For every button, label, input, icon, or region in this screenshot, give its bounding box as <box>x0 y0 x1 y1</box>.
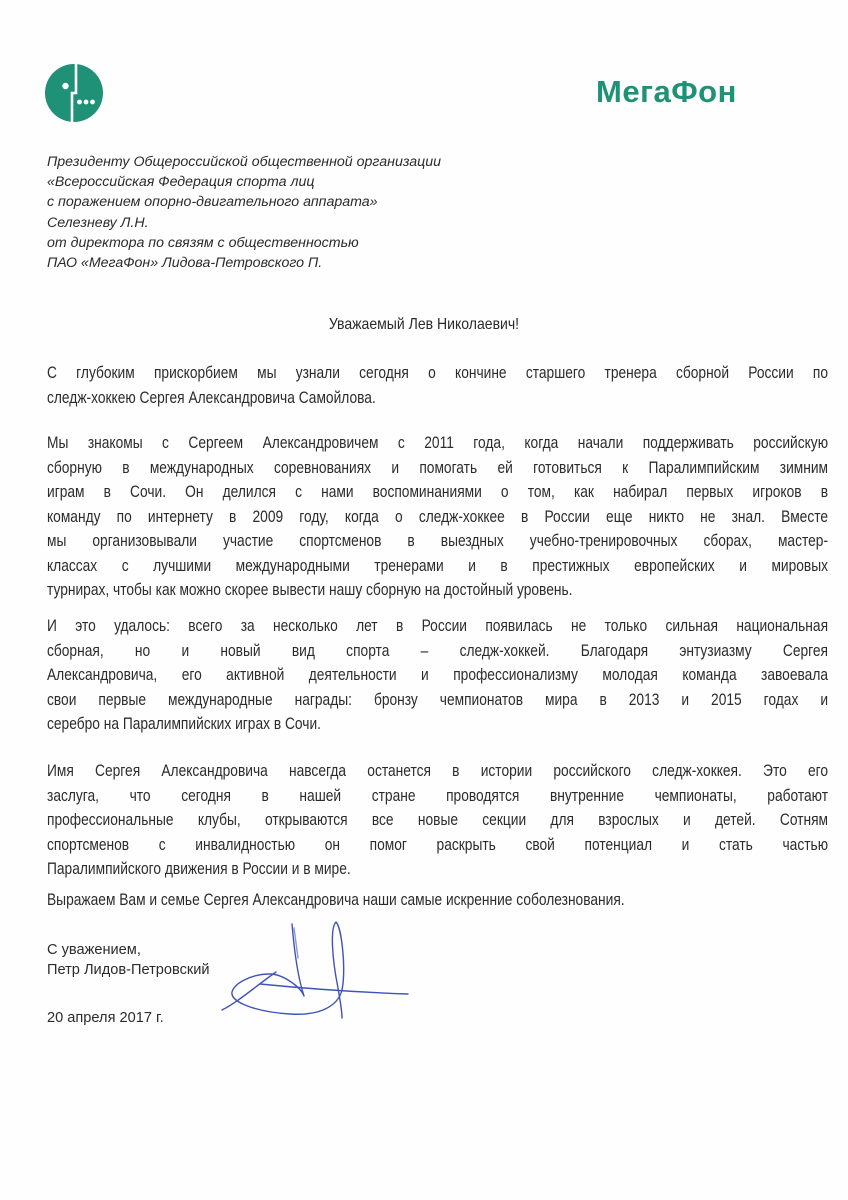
paragraph-line: играм в Сочи. Он делился с нами воспоминаниями о том, как набирал первых игроков в <box>47 482 829 501</box>
paragraph-line: профессиональные клубы, открываются все новые секции для взрослых и детей. Сотням <box>47 810 829 829</box>
paragraph-line: Александровича, его активной деятельности и профессионализму молодая команда завоевала <box>47 665 829 684</box>
paragraph-line: Мы знакомы с Сергеем Александровичем с 2011 года, когда начали поддерживать российскую <box>47 433 829 452</box>
paragraph-line: Выражаем Вам и семье Сергея Александровича наши самые искренние соболезнования. <box>47 890 625 909</box>
addressee-line: ПАО «МегаФон» Лидова-Петровского П. <box>47 255 323 272</box>
paragraph-line: серебро на Паралимпийских играх в Сочи. <box>47 714 321 733</box>
paragraph-line: следж-хоккею Сергея Александровича Самойлова. <box>47 387 376 407</box>
paragraph-line: свои первые международные награды: бронзу чемпионатов мира в 2013 и 2015 годах и <box>47 689 829 709</box>
paragraph-line: турнирах, чтобы как можно скорее вывести нашу сборную на достойный уровень. <box>47 580 573 599</box>
addressee-line: Селезневу Л.Н. <box>47 214 149 231</box>
paragraph-legacy <box>47 759 828 882</box>
brand-wordmark: МегаФон <box>596 74 737 109</box>
paragraph-line: С глубоким прискорбием мы узнали сегодня о кончине старшего тренера сборной России по <box>47 363 829 382</box>
paragraph-line: Паралимпийского движения в России и в мире. <box>47 859 351 878</box>
letter-date: 20 апреля 2017 г. <box>47 1010 164 1026</box>
addressee-line: Президенту Общероссийской общественной организации <box>47 154 442 170</box>
paragraph-line: сборную в международных соревнованиях и помогать ей готовиться к Паралимпийским зимним <box>47 457 829 477</box>
signer-name: Петр Лидов-Петровский <box>47 962 210 978</box>
megafon-logo-icon <box>45 64 103 122</box>
handwritten-signature-icon <box>220 918 420 1028</box>
addressee-block <box>47 152 441 273</box>
paragraph-line: команду по интернету в 2009 году, когда о следж-хоккее в России еще никто не знал. Вместе <box>47 506 829 526</box>
paragraph-line: И это удалось: всего за несколько лет в России появилась не только сильная национальная <box>47 616 829 635</box>
addressee-line: «Всероссийская Федерация спорта лиц <box>47 174 315 191</box>
paragraph-condolence <box>47 361 828 410</box>
paragraph-achievements <box>47 614 828 737</box>
closing-regards: С уважением, <box>47 942 141 958</box>
paragraph-line: сборная, но и новый вид спорта – следж-хоккей. Благодаря энтузиазму Сергея <box>47 640 829 660</box>
paragraph-line: мы организовывали участие спортсменов в выездных учебно-тренировочных сборах, мастер- <box>47 531 829 550</box>
addressee-line: с поражением опорно-двигательного аппарата» <box>47 194 378 211</box>
paragraph-line: Имя Сергея Александровича навсегда останется в истории российского следж-хоккея. Это его <box>47 761 829 780</box>
paragraph-condolences-closing <box>47 888 828 913</box>
addressee-line: от директора по связям с общественностью <box>47 234 359 251</box>
paragraph-line: спортсменов с инвалидностью он помог раскрыть свой потенциал и стать частью <box>47 834 829 854</box>
salutation: Уважаемый Лев Николаевич! <box>328 316 520 333</box>
paragraph-line: заслуга, что сегодня в нашей стране проводятся внутренние чемпионаты, работают <box>47 785 829 805</box>
paragraph-history <box>47 431 828 603</box>
paragraph-line: классах с лучшими международными тренерами и в престижных европейских и мировых <box>47 555 829 575</box>
